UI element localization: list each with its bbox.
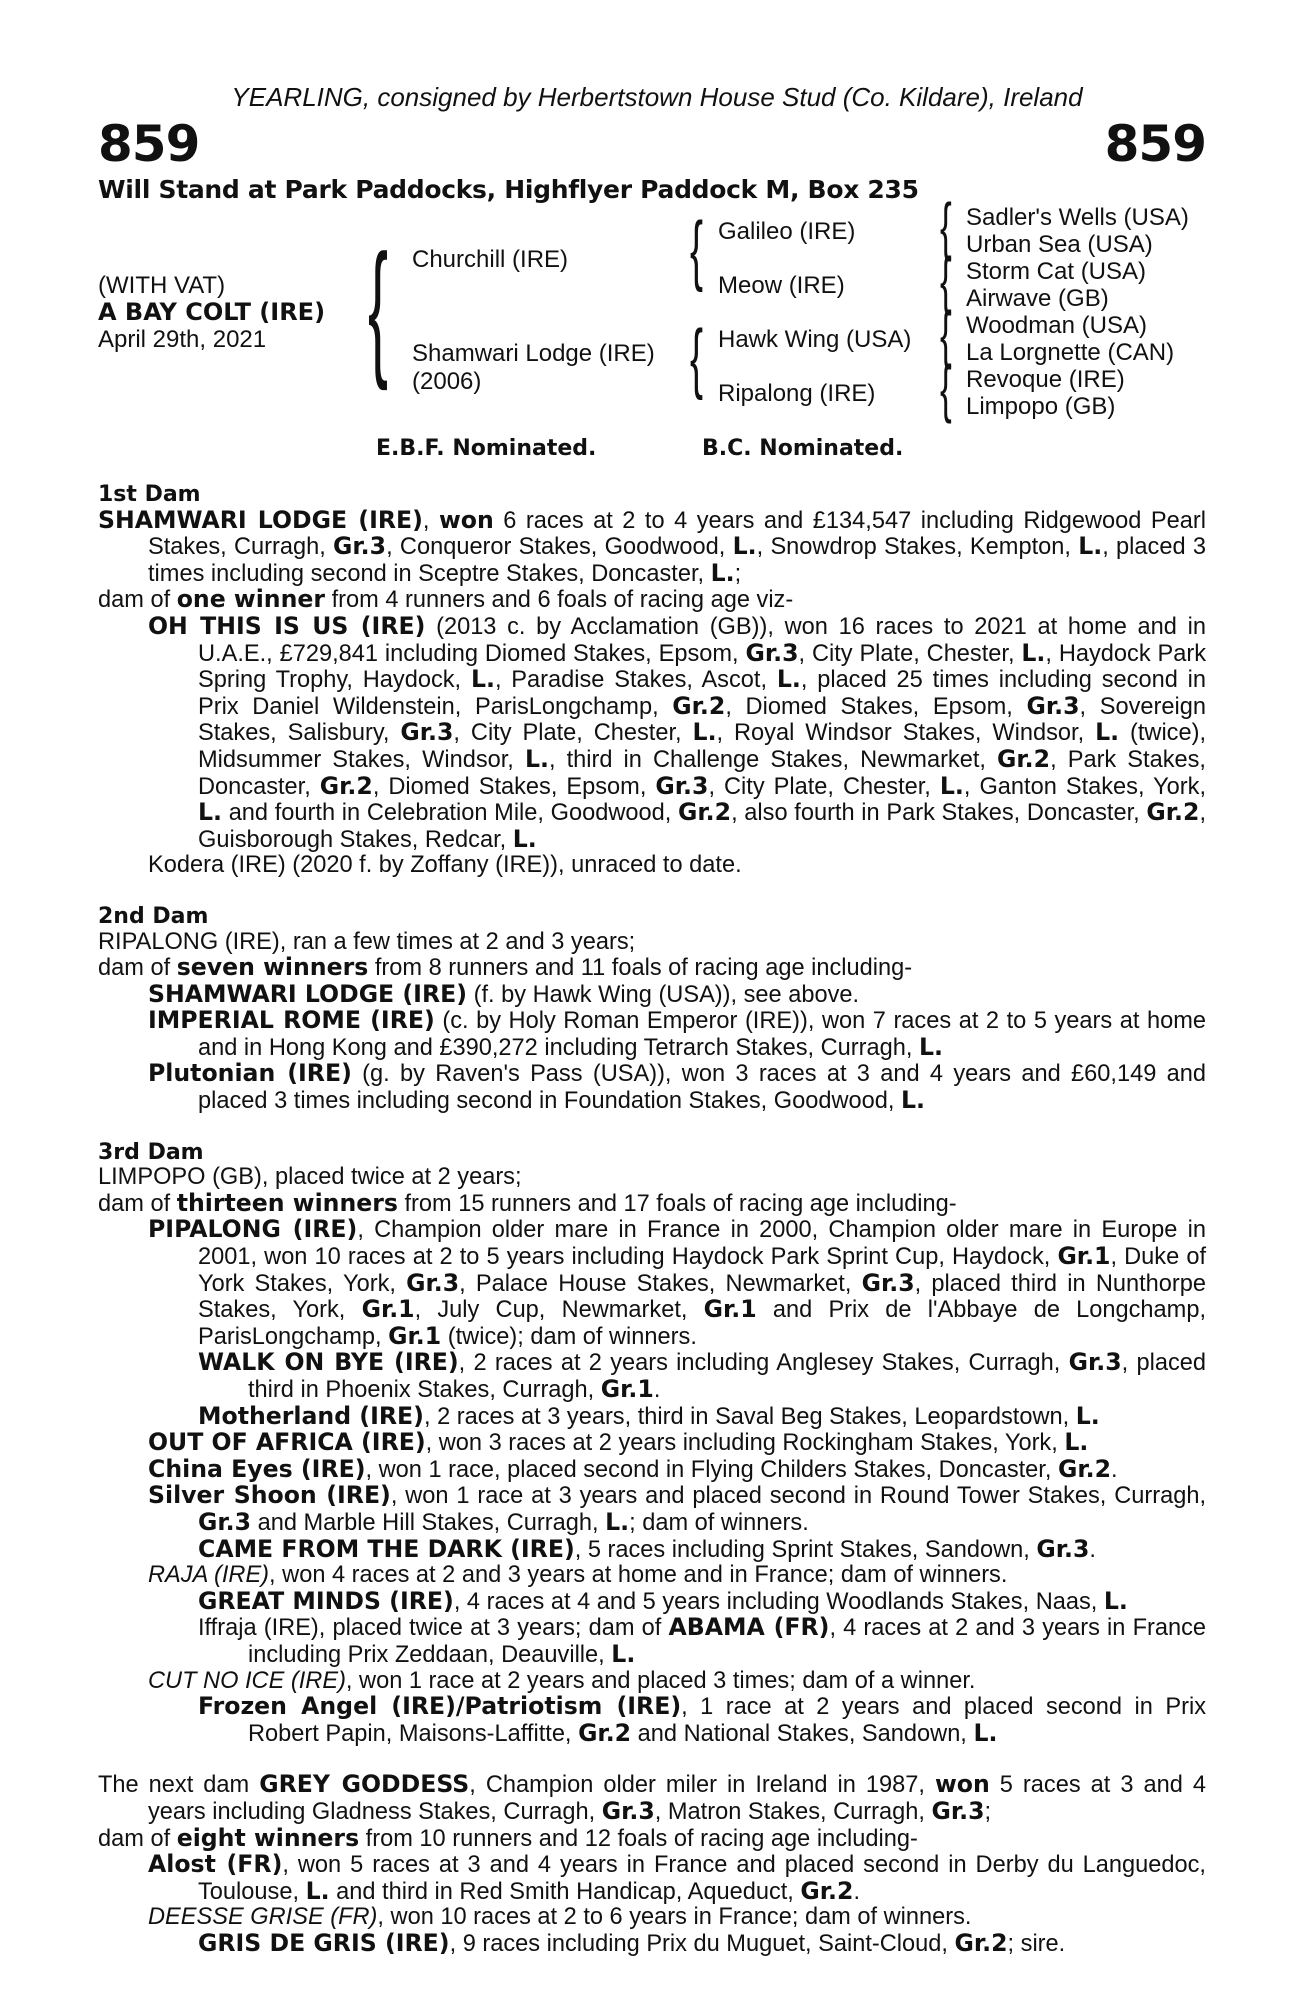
- bold-text-run: Gr.2: [678, 798, 732, 827]
- text-run: , placed third in Phoenix Stakes, Curragh,: [248, 1350, 1207, 1403]
- bold-text-run: GREY GODDESS: [259, 1770, 470, 1799]
- bold-text-run: Gr.3: [655, 771, 709, 800]
- bold-text-run: L.: [524, 744, 549, 773]
- bold-text-run: L.: [1078, 532, 1103, 561]
- first-dam-record: [98, 505, 1206, 588]
- pedigree-entry: [98, 955, 1206, 982]
- text-run: , won 1 race, placed second in Flying Childers Stakes, Doncaster,: [365, 1456, 1058, 1483]
- pedigree-entry: [98, 979, 1206, 1009]
- text-run: , third in Challenge Stakes, Newmarket,: [548, 746, 998, 773]
- text-run: from 10 runners and 12 foals of racing age including-: [359, 1825, 918, 1852]
- bold-text-run: Gr.2: [319, 771, 373, 800]
- pedigree-entry: [98, 1772, 1206, 1825]
- consignment-line: YEARLING, consigned by Herbertstown House Stud (Co. Kildare), Ireland: [231, 82, 1083, 112]
- bold-text-run: L.: [776, 665, 801, 694]
- text-run: , City Plate, Chester,: [453, 720, 693, 747]
- text-run: and National Stakes, Sandown,: [631, 1720, 974, 1747]
- italic-text-run: RAJA (IRE): [148, 1562, 270, 1589]
- text-run: (2013 c. by Acclamation (GB)), won 16 races to 2021 at home and in U.A.E., £729,841 including Diomed Stakes, Epsom,: [198, 613, 1206, 667]
- pedigree-gen3-8: Limpopo (GB): [966, 393, 1116, 420]
- bold-text-run: Gr.3: [333, 532, 387, 561]
- text-run: , placed 25 times including second in Prix Daniel Wildenstein, ParisLongchamp,: [198, 667, 1206, 720]
- pedigree-gen3-4: Airwave (GB): [966, 285, 1109, 312]
- bold-text-run: WALK ON BYE (IRE): [198, 1348, 459, 1377]
- text-run: , Conqueror Stakes, Goodwood,: [386, 534, 733, 561]
- italic-text-run: CUT NO ICE (IRE): [148, 1667, 346, 1694]
- bold-text-run: Gr.1: [600, 1375, 654, 1403]
- bold-text-run: Gr.3: [1026, 691, 1080, 720]
- bold-text-run: L.: [305, 1876, 330, 1905]
- bold-text-run: Gr.3: [931, 1796, 985, 1825]
- bold-text-run: OUT OF AFRICA (IRE): [148, 1428, 426, 1457]
- bold-text-run: GRIS DE GRIS (IRE): [198, 1928, 450, 1957]
- third-dam-lines: [98, 1165, 1206, 1747]
- text-run: , placed 3 times including second in Sceptre Stakes, Doncaster,: [148, 534, 1206, 587]
- bold-text-run: SHAMWARI LODGE (IRE): [148, 979, 468, 1008]
- text-run: , Duke of York Stakes, York,: [198, 1244, 1206, 1297]
- bold-text-run: OH THIS IS US (IRE): [148, 611, 426, 640]
- text-run: , 4 races at 4 and 5 years including Woodlands Stakes, Naas,: [453, 1588, 1104, 1615]
- lot-number-left: 859: [98, 115, 200, 173]
- pedigree-brace-ripalong: {: [940, 352, 952, 424]
- text-run: , Diomed Stakes, Epsom,: [372, 773, 656, 800]
- text-run: ,: [422, 507, 439, 534]
- text-run: RIPALONG (IRE), ran a few times at 2 and 3 years;: [98, 928, 636, 955]
- second-dam-heading: 2nd Dam: [98, 903, 209, 929]
- bold-text-run: L.: [710, 558, 735, 587]
- text-run: , 9 races including Prix du Muguet, Saint-Cloud,: [449, 1930, 955, 1957]
- text-run: , won 1 race at 3 years and placed second in Round Tower Stakes, Curragh,: [390, 1483, 1207, 1510]
- dam-line-text: [98, 482, 1206, 1957]
- text-run: , 2 races at 3 years, third in Saval Beg Stakes, Leopardstown,: [423, 1403, 1076, 1430]
- text-run: , Guisborough Stakes, Redcar,: [198, 800, 1206, 853]
- bold-text-run: L.: [973, 1718, 998, 1747]
- bold-text-run: L.: [901, 1086, 926, 1115]
- bold-text-run: Gr.3: [745, 638, 799, 667]
- pedigree-gen3-5: Woodman (USA): [966, 312, 1147, 339]
- pedigree-entry: [98, 930, 1206, 956]
- text-run: , Paradise Stakes, Ascot,: [494, 667, 777, 694]
- text-run: (g. by Raven's Pass (USA)), won 3 races at 3 and 4 years and £60,149 and placed 3 times including second in Foundation Stakes, Goodwood,: [198, 1061, 1206, 1115]
- first-dam-offspring: [98, 611, 1207, 879]
- pedigree-entry: [98, 1188, 1206, 1218]
- bold-text-run: Gr.3: [861, 1268, 915, 1297]
- text-run: , Matron Stakes, Curragh,: [654, 1798, 932, 1825]
- text-run: and Marble Hill Stakes, Curragh,: [251, 1509, 606, 1536]
- text-run: (twice); dam of winners.: [441, 1323, 697, 1350]
- bold-text-run: won: [934, 1770, 990, 1799]
- bold-text-run: won: [438, 505, 494, 534]
- bold-text-run: Gr.1: [703, 1295, 757, 1324]
- bold-text-run: Gr.2: [578, 1718, 632, 1747]
- pedigree-dam-dam: Ripalong (IRE): [718, 380, 876, 407]
- horse-name: A BAY COLT (IRE): [98, 298, 326, 326]
- pedigree-brace-main: {: [368, 223, 389, 391]
- bc-nomination: B.C. Nominated.: [702, 436, 904, 461]
- next-dam-lines: [98, 1772, 1206, 1957]
- bold-text-run: Gr.2: [1146, 798, 1200, 827]
- text-run: , 5 races including Sprint Stakes, Sandown,: [574, 1536, 1037, 1563]
- pedigree-entry: [98, 1905, 1206, 1931]
- pedigree-dam: Shamwari Lodge (IRE): [412, 340, 655, 367]
- pedigree-entry: [98, 1483, 1206, 1536]
- text-run: , won 4 races at 2 and 3 years at home and in France; dam of winners.: [269, 1562, 1008, 1589]
- text-run: ; dam of winners.: [629, 1509, 809, 1536]
- bold-text-run: IMPERIAL ROME (IRE): [148, 1006, 435, 1035]
- bold-text-run: L.: [611, 1639, 636, 1668]
- bold-text-run: thirteen winners: [176, 1188, 398, 1217]
- bold-text-run: Motherland (IRE): [198, 1401, 424, 1430]
- bold-text-run: one winner: [176, 585, 326, 614]
- bold-text-run: Gr.3: [1068, 1348, 1122, 1377]
- bold-text-run: L.: [732, 532, 757, 561]
- bold-text-run: L.: [605, 1507, 630, 1536]
- pedigree-gen3-1: Sadler's Wells (USA): [966, 204, 1189, 231]
- text-run: and fourth in Celebration Mile, Goodwood,: [222, 800, 679, 827]
- bold-text-run: CAME FROM THE DARK (IRE): [198, 1534, 575, 1563]
- pedigree-entry: [98, 1563, 1206, 1589]
- bold-text-run: L.: [1021, 638, 1046, 667]
- text-run: 5 races at 3 and 4 years including Gladness Stakes, Curragh,: [148, 1772, 1206, 1825]
- text-run: and third in Red Smith Handicap, Aqueduct,: [329, 1878, 801, 1905]
- bold-text-run: Gr.3: [1036, 1534, 1090, 1563]
- pedigree-entry: [98, 1615, 1206, 1668]
- bold-text-run: GREAT MINDS (IRE): [198, 1586, 454, 1615]
- second-dam-lines: [98, 930, 1206, 1115]
- section-gap: [98, 1115, 1206, 1140]
- bold-text-run: L.: [692, 718, 717, 747]
- pedigree-dam-sire: Hawk Wing (USA): [718, 326, 912, 353]
- bold-text-run: Gr.2: [1057, 1454, 1111, 1483]
- pedigree-entry: [98, 1694, 1206, 1747]
- text-run: , won 3 races at 2 years including Rockingham Stakes, York,: [425, 1430, 1065, 1457]
- text-run: , won 1 race at 2 years and placed 3 times; dam of a winner.: [345, 1667, 976, 1694]
- text-run: , Champion older mare in France in 2000, Champion older mare in Europe in 2001, won 10 races at 2 to 5 years including Haydock Park Sprint Cup, Haydock,: [198, 1217, 1206, 1271]
- bold-text-run: eight winners: [176, 1823, 360, 1852]
- bold-text-run: Gr.3: [400, 718, 454, 747]
- section-gap: [98, 879, 1206, 904]
- text-run: , 2 races at 2 years including Anglesey Stakes, Curragh,: [458, 1350, 1069, 1377]
- bold-text-run: L.: [198, 798, 222, 827]
- pedigree-entry: [98, 611, 1207, 853]
- text-run: , Sovereign Stakes, Salisbury,: [198, 693, 1206, 747]
- bold-text-run: Gr.2: [997, 744, 1051, 773]
- lot-number-right: 859: [1104, 115, 1206, 173]
- text-run: , placed third in Nunthorpe Stakes, York,: [198, 1270, 1206, 1324]
- bold-text-run: L.: [1075, 1401, 1100, 1430]
- text-run: LIMPOPO (GB), placed twice at 2 years;: [98, 1164, 522, 1191]
- text-run: The next dam: [98, 1772, 260, 1799]
- pedigree-entry: [98, 1852, 1206, 1905]
- section-gap: [98, 1747, 1206, 1772]
- pedigree-sire-dam: Meow (IRE): [718, 272, 845, 299]
- pedigree-gen3-7: Revoque (IRE): [966, 366, 1125, 393]
- pedigree-entry: [98, 1586, 1206, 1616]
- stabling-location: Will Stand at Park Paddocks, Highflyer Paddock M, Box 235: [98, 175, 919, 204]
- text-run: , Champion older miler in Ireland in 1987,: [469, 1772, 935, 1799]
- text-run: (twice), Midsummer Stakes, Windsor,: [198, 720, 1207, 773]
- pedigree-entry: [98, 1008, 1206, 1061]
- bold-text-run: L.: [512, 824, 537, 853]
- text-run: , Ganton Stakes, York,: [963, 773, 1207, 800]
- bold-text-run: Gr.1: [361, 1295, 415, 1324]
- text-run: , City Plate, Chester,: [798, 640, 1022, 667]
- pedigree-entry: [98, 853, 1206, 879]
- text-run: , Haydock Park Spring Trophy, Haydock,: [198, 640, 1206, 694]
- pedigree-gen3-6: La Lorgnette (CAN): [966, 339, 1175, 366]
- bold-text-run: Silver Shoon (IRE): [148, 1481, 391, 1510]
- third-dam-heading: 3rd Dam: [98, 1139, 204, 1165]
- bold-text-run: Gr.3: [198, 1507, 252, 1536]
- text-run: dam of: [98, 1825, 177, 1852]
- pedigree-gen3-2: Urban Sea (USA): [966, 231, 1153, 258]
- text-run: , City Plate, Chester,: [708, 773, 940, 800]
- bold-text-run: Gr.1: [388, 1321, 442, 1350]
- text-run: and Prix de l'Abbaye de Longchamp, ParisLongchamp,: [198, 1297, 1206, 1350]
- bold-text-run: Gr.2: [672, 691, 726, 720]
- pedigree-entry: [98, 1928, 1206, 1958]
- bold-text-run: L.: [1103, 1586, 1128, 1615]
- pedigree-entry: [98, 1217, 1206, 1350]
- pedigree-dam-year: (2006): [412, 368, 482, 395]
- bold-text-run: seven winners: [176, 953, 369, 982]
- text-run: Kodera (IRE) (2020 f. by Zoffany (IRE)), unraced to date.: [148, 852, 742, 879]
- text-run: (f. by Hawk Wing (USA)), see above.: [467, 981, 860, 1008]
- first-dam-produce: [98, 587, 1206, 614]
- text-run: .: [1111, 1456, 1118, 1483]
- text-run: ; sire.: [1007, 1930, 1066, 1957]
- bold-text-run: Plutonian (IRE): [148, 1059, 352, 1088]
- bold-text-run: Frozen Angel (IRE)/Patriotism (IRE): [198, 1692, 682, 1721]
- text-run: , Park Stakes, Doncaster,: [198, 746, 1206, 800]
- bold-text-run: SHAMWARI LODGE (IRE): [98, 505, 423, 534]
- foaling-date: April 29th, 2021: [98, 326, 267, 353]
- pedigree-brace-dam: {: [690, 313, 704, 401]
- bold-text-run: Gr.1: [1057, 1242, 1111, 1271]
- pedigree-entry: [98, 1401, 1206, 1431]
- pedigree-brace-sire: {: [690, 205, 704, 293]
- pedigree-sire: Churchill (IRE): [412, 246, 569, 273]
- pedigree-entry: [98, 1454, 1206, 1484]
- bold-text-run: Gr.2: [800, 1876, 854, 1905]
- text-run: Iffraja (IRE), placed twice at 3 years; dam of: [198, 1615, 669, 1642]
- bold-text-run: L.: [939, 771, 964, 800]
- bold-text-run: PIPALONG (IRE): [148, 1215, 358, 1244]
- text-run: from 8 runners and 11 foals of racing age including-: [368, 955, 913, 982]
- bold-text-run: L.: [918, 1032, 943, 1061]
- text-run: , also fourth in Park Stakes, Doncaster,: [731, 800, 1147, 827]
- italic-text-run: DEESSE GRISE (FR): [148, 1904, 378, 1931]
- bold-text-run: L.: [470, 665, 495, 694]
- text-run: .: [1089, 1536, 1096, 1563]
- text-run: , July Cup, Newmarket,: [414, 1297, 704, 1324]
- pedigree-entry: [98, 1823, 1206, 1853]
- text-run: from 4 runners and 6 foals of racing age viz-: [325, 587, 794, 614]
- text-run: , won 5 races at 3 and 4 years in France and placed second in Derby du Languedoc, Toulouse,: [198, 1852, 1206, 1905]
- bold-text-run: Alost (FR): [148, 1850, 283, 1879]
- text-run: ;: [984, 1798, 992, 1825]
- text-run: , Snowdrop Stakes, Kempton,: [756, 534, 1079, 561]
- pedigree-entry: [98, 1669, 1206, 1695]
- text-run: ;: [734, 560, 742, 587]
- text-run: dam of: [98, 955, 177, 982]
- pedigree-entry: [98, 1350, 1206, 1403]
- pedigree-entry: [98, 1534, 1206, 1564]
- pedigree-brace-hawkwing: {: [940, 298, 952, 370]
- text-run: .: [853, 1878, 861, 1905]
- text-run: , 4 races at 2 and 3 years in France including Prix Zeddaan, Deauville,: [248, 1615, 1207, 1668]
- first-dam-heading: 1st Dam: [98, 482, 201, 507]
- pedigree-entry: [98, 1165, 1206, 1191]
- bold-text-run: L.: [1095, 718, 1120, 747]
- pedigree-brace-galileo: {: [940, 190, 952, 262]
- bold-text-run: Gr.3: [601, 1796, 655, 1825]
- text-run: dam of: [98, 587, 177, 614]
- bold-text-run: Gr.3: [406, 1268, 460, 1297]
- text-run: , won 10 races at 2 to 6 years in France; dam of winners.: [377, 1904, 972, 1931]
- pedigree-sire-sire: Galileo (IRE): [718, 218, 856, 245]
- ebf-nomination: E.B.F. Nominated.: [376, 436, 597, 461]
- text-run: from 15 runners and 17 foals of racing age including-: [397, 1190, 957, 1217]
- text-run: , Royal Windsor Stakes, Windsor,: [716, 720, 1096, 747]
- pedigree-entry: [98, 1061, 1206, 1114]
- text-run: , 1 race at 2 years and placed second in Prix Robert Papin, Maisons-Laffitte,: [248, 1694, 1206, 1747]
- bold-text-run: ABAMA (FR): [668, 1613, 830, 1642]
- bold-text-run: L.: [1064, 1428, 1089, 1457]
- pedigree-brace-meow: {: [940, 244, 952, 316]
- text-run: (c. by Holy Roman Emperor (IRE)), won 7 races at 2 to 5 years at home and in Hong Kong and £390,272 including Tetrarch Stakes, Curragh,: [198, 1008, 1206, 1061]
- bold-text-run: China Eyes (IRE): [148, 1454, 366, 1483]
- pedigree-entry: [98, 1430, 1206, 1457]
- text-run: dam of: [98, 1190, 177, 1217]
- text-run: , Diomed Stakes, Epsom,: [725, 693, 1027, 720]
- text-run: .: [653, 1377, 661, 1403]
- vat-note: (WITH VAT): [98, 272, 226, 299]
- pedigree-gen3-3: Storm Cat (USA): [966, 258, 1147, 285]
- text-run: , Palace House Stakes, Newmarket,: [459, 1270, 862, 1297]
- text-run: 6 races at 2 to 4 years and £134,547 including Ridgewood Pearl Stakes, Curragh,: [148, 507, 1206, 561]
- bold-text-run: Gr.2: [954, 1928, 1008, 1957]
